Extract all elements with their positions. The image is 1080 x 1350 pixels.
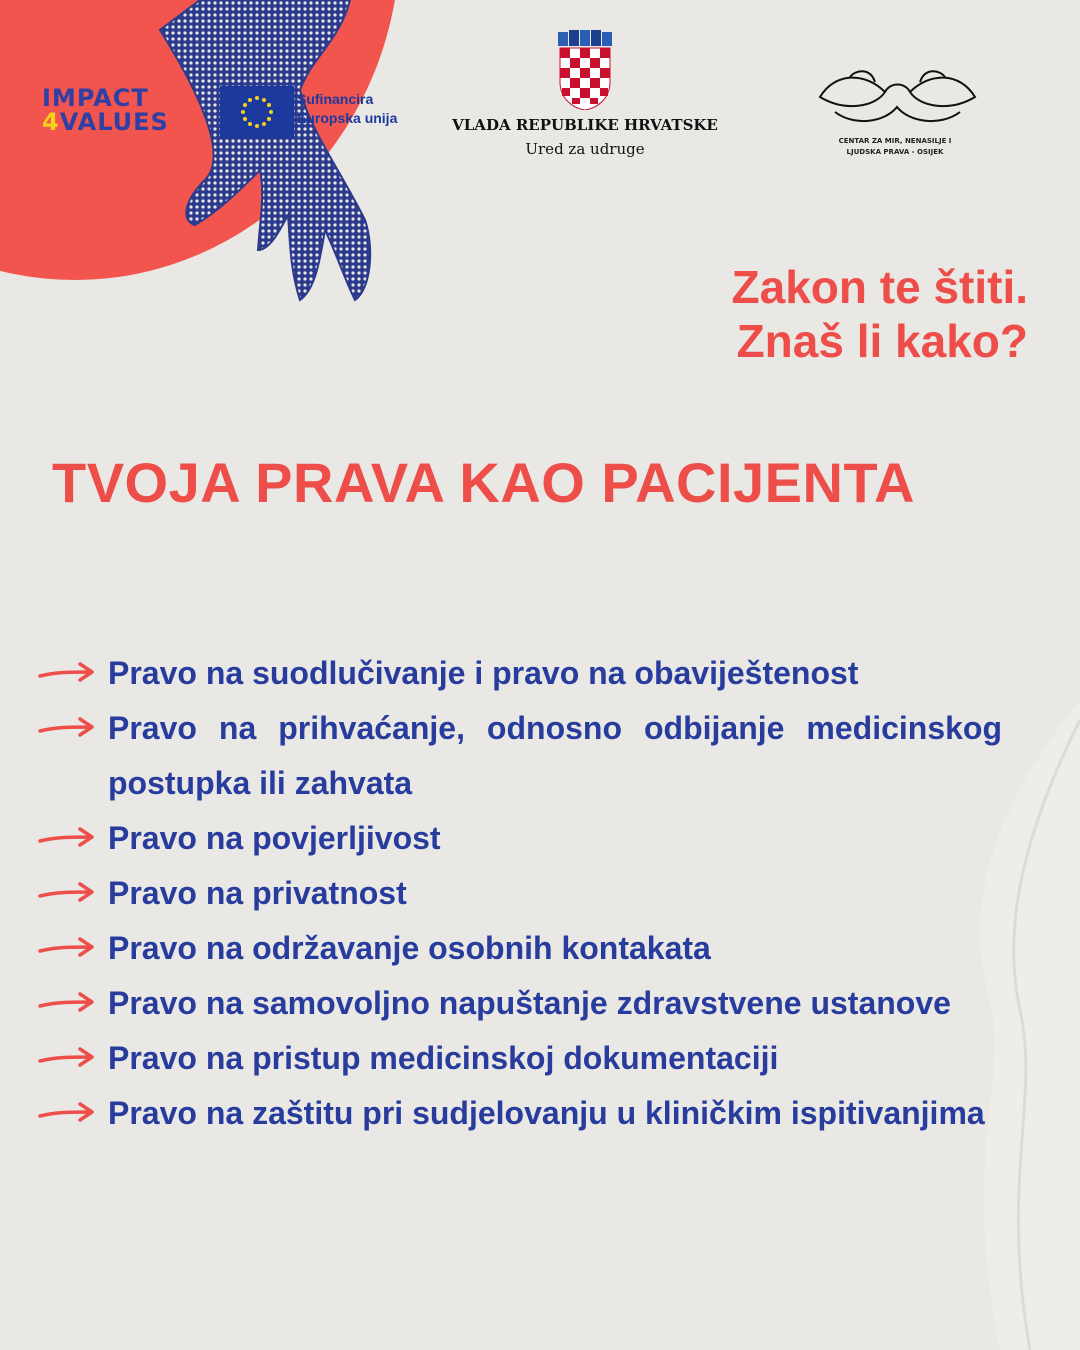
arrow-right-icon: [38, 646, 108, 701]
arrow-right-icon: [38, 1086, 108, 1141]
government-subtitle: Ured za udruge: [525, 140, 645, 158]
right-text: Pravo na samovoljno napuštanje zdravstvene ustanove: [108, 985, 951, 1021]
centar-logo-text: [815, 136, 975, 158]
impact-logo-line1: IMPACT: [42, 84, 149, 112]
arrow-right-icon: [38, 921, 108, 976]
croatian-coat-of-arms-icon: [556, 30, 614, 110]
impact-logo-line2: [42, 110, 169, 134]
list-item: [38, 1031, 1002, 1086]
eu-flag-icon: [220, 86, 294, 138]
arrow-right-icon: [38, 701, 108, 756]
right-text: Pravo na održavanje osobnih kontakata: [108, 930, 711, 966]
eu-cofunded-text: [297, 90, 397, 128]
tagline-line1: Zakon te štiti.: [731, 261, 1028, 313]
list-item: [38, 1086, 1002, 1141]
list-item: [38, 866, 1002, 921]
rights-list: [38, 646, 1002, 1141]
right-text: Pravo na zaštitu pri sudjelovanju u kliničkim ispitivanjima: [108, 1095, 985, 1131]
arrow-right-icon: [38, 866, 108, 921]
centar-text-line2: LJUDSKA PRAVA - OSIJEK: [846, 148, 944, 156]
list-item: [38, 701, 1002, 811]
eu-text-line1: Sufinancira: [297, 91, 374, 107]
doves-logo-icon: [815, 62, 980, 132]
hand-illustration: [140, 0, 380, 320]
impact-logo-values: VALUES: [59, 108, 169, 136]
impact4values-logo: [42, 86, 169, 134]
government-title: VLADA REPUBLIKE HRVATSKE: [452, 116, 718, 134]
right-text: Pravo na prihvaćanje, odnosno odbijanje medicinskog postupka ili zahvata: [108, 710, 1002, 801]
right-text: Pravo na pristup medicinskoj dokumentaciji: [108, 1040, 779, 1076]
eu-text-line2: Europska unija: [297, 110, 398, 126]
list-item: [38, 976, 1002, 1031]
list-item: [38, 646, 1002, 701]
right-text: Pravo na privatnost: [108, 875, 407, 911]
tagline: [732, 260, 1028, 368]
impact-logo-four: 4: [42, 108, 60, 136]
right-text: Pravo na suodlučivanje i pravo na obaviještenost: [108, 655, 859, 691]
list-item: [38, 921, 1002, 976]
arrow-right-icon: [38, 811, 108, 866]
right-text: Pravo na povjerljivost: [108, 820, 441, 856]
arrow-right-icon: [38, 1031, 108, 1086]
centar-text-line1: CENTAR ZA MIR, NENASILJE I: [838, 137, 952, 145]
arrow-right-icon: [38, 976, 108, 1031]
list-item: [38, 811, 1002, 866]
page-heading: TVOJA PRAVA KAO PACIJENTA: [52, 451, 915, 514]
tagline-line2: Znaš li kako?: [736, 315, 1028, 367]
